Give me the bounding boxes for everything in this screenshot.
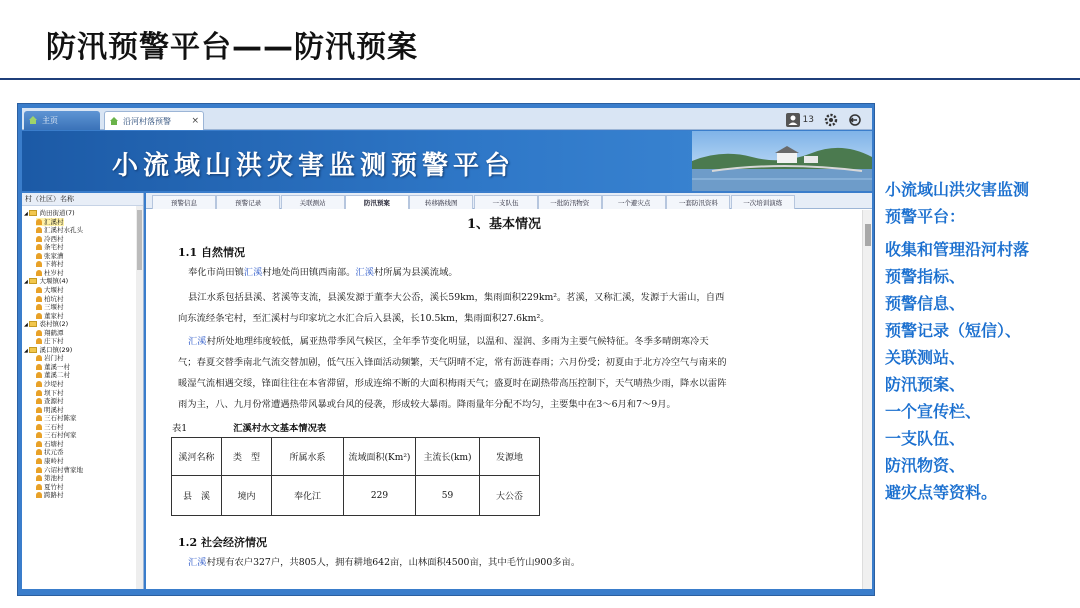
tree-node-label: 状元岙 [44, 448, 64, 457]
village-icon [36, 415, 42, 421]
village-tree-panel [22, 193, 144, 589]
tree-node-label: 董家村 [44, 311, 64, 320]
tree-village[interactable] [36, 286, 64, 294]
tab-village-warning-label: 沿河村落预警 [123, 117, 171, 126]
tree-village[interactable] [36, 260, 64, 268]
folder-icon [29, 210, 37, 216]
village-icon [36, 424, 42, 430]
tree-village[interactable] [36, 380, 64, 388]
tree-node-label: 石塘村 [44, 439, 64, 448]
tree-village[interactable] [36, 329, 64, 337]
tree-node-label: 三石村何家 [44, 431, 77, 440]
village-icon [36, 253, 42, 259]
doc-scrollbar[interactable] [862, 210, 872, 589]
table-cell: 境内 [222, 476, 272, 516]
tree-node-label: 大堰村 [44, 285, 64, 294]
village-icon [36, 330, 42, 336]
doc-scroll-thumb[interactable] [865, 224, 871, 246]
tree-village[interactable] [36, 406, 64, 414]
tree-village[interactable] [36, 414, 77, 422]
village-icon [36, 407, 42, 413]
tree-node-label: 明溪村 [44, 405, 64, 414]
para-water-system: 县江水系包括县溪、茗溪等支流，县溪发源于董李大公岙，溪长59km，集雨面积229km²。茗溪，又称汇溪，发源于大雷山，自西 向东流经条宅村，至汇溪村与印家坑之水汇合后入县溪，长10.5km，集雨面积27.6km²。 [178, 292, 725, 324]
user-badge[interactable] [786, 113, 814, 127]
village-icon [36, 364, 42, 370]
tree-node-label: 张家漕 [44, 251, 64, 260]
slide-title: 防汛预警平台——防汛预案 [46, 30, 418, 65]
content-tab[interactable]: 一套防汛资料 [666, 195, 730, 209]
landscape-photo [692, 131, 872, 191]
expand-icon[interactable]: ◢ [24, 211, 30, 217]
close-icon[interactable]: × [191, 116, 199, 126]
tree-node-label: 三堰村 [44, 303, 64, 312]
village-icon [36, 432, 42, 438]
tree-node-label: 董溪二村 [44, 371, 70, 380]
village-icon [36, 219, 42, 225]
content-tab[interactable]: 预警信息 [152, 195, 216, 209]
home-icon [28, 115, 38, 125]
tree-node-label: 大堰镇(4) [39, 277, 69, 286]
table-header-cell: 类 型 [222, 438, 272, 476]
para-climate: 汇溪村所处地理纬度较低，属亚热带季风气候区，全年季节变化明显，以温和、湿润、多雨为主要气候特征。冬季多晴朗寒冷天 气；春夏交替季南北气流交替加剧，低气压入锋面活动频繁，天气阴晴不定，常有沥涟春雨；六月份受；初夏由于北方冷空气与南来的 暖湿气流相遇交绥，锋面往往在本省滞留，形成连绵不断的大面积梅雨天气；盛夏时在副热带高压控制下，天气晴热少雨，降水以雷阵 雨为主，八、九月份常遭遇热带风暴或台风的侵袭，形成较大暴雨。降雨量年分配不均匀，主要集中在3～6月和7～9月。 [178, 336, 727, 410]
tree-folder[interactable] [24, 277, 68, 285]
village-icon [36, 313, 42, 319]
title-rule [0, 78, 1080, 80]
tree-village[interactable] [36, 448, 64, 456]
tree-body [22, 206, 143, 589]
tree-node-label: 坝下村 [44, 388, 64, 397]
top-toolbar [786, 111, 862, 129]
tab-home[interactable] [24, 111, 100, 130]
side-note-line: 一个宣传栏、 [885, 402, 982, 421]
village-icon [36, 381, 42, 387]
side-note-line: 预警记录（短信）、 [885, 321, 1022, 340]
tree-node-label: 裘村镇(2) [39, 320, 69, 329]
app-window [17, 103, 875, 596]
tab-village-warning[interactable] [104, 111, 204, 130]
tree-scrollbar[interactable] [136, 206, 143, 589]
hydrology-table [171, 437, 540, 516]
village-icon [36, 270, 42, 276]
village-icon [36, 492, 42, 498]
side-note-line: 一支队伍、 [885, 429, 966, 448]
tree-node-label: 尚田街道(7) [39, 209, 75, 217]
table-cell: 大公岙 [480, 476, 540, 516]
tree-node-label: 六诏村曹家地 [44, 465, 83, 474]
tree-node-label: 杜岁村 [44, 268, 64, 277]
village-icon [36, 484, 42, 490]
logout-icon[interactable] [848, 113, 862, 127]
tree-node-label: 三石村 [44, 422, 64, 431]
side-note-line: 收集和管理沿河村落 [885, 240, 1030, 259]
tree-node-label: 翔鹤潭 [44, 328, 64, 337]
village-icon [36, 227, 42, 233]
content-tab[interactable]: 转移路线图 [409, 195, 473, 209]
content-tab[interactable]: 一次培训演练 [731, 195, 795, 209]
tree-village[interactable] [36, 431, 77, 439]
side-note-line: 防汛预案、 [885, 375, 966, 394]
village-icon [36, 372, 42, 378]
table-cell: 奉化江 [272, 476, 344, 516]
tree-village[interactable] [36, 235, 64, 243]
tab-home-label: 主页 [42, 116, 58, 125]
village-icon [36, 355, 42, 361]
tree-node-label: 董溪一村 [44, 362, 70, 371]
tree-village[interactable] [36, 466, 83, 474]
tree-node-label: 冷西村 [44, 234, 64, 243]
tree-village[interactable] [36, 457, 64, 465]
tree-node-label: 下蒋村 [44, 260, 64, 269]
doc-heading: 1、基本情况 [466, 217, 542, 232]
side-note-line: 关联测站、 [885, 348, 966, 367]
table-header-row [172, 438, 540, 476]
tree-village[interactable] [36, 252, 64, 260]
expand-icon[interactable]: ◢ [24, 279, 30, 286]
tree-node-label: 沙堤村 [44, 380, 64, 388]
table-caption: 表1 汇溪村水文基本情况表 [172, 423, 327, 434]
tree-node-label: 柏坑村 [44, 294, 64, 303]
side-note-line: 预警信息、 [885, 294, 966, 313]
table-header-cell: 溪河名称 [172, 438, 222, 476]
village-icon [36, 244, 42, 250]
section-natural: 1.1 自然情况 [178, 246, 245, 259]
tree-node-label: 条宅村 [44, 243, 64, 252]
table-header-cell: 主流长(km) [416, 438, 480, 476]
side-note-line: 小流域山洪灾害监测 [885, 180, 1030, 199]
side-note-line: 避灾点等资料。 [885, 483, 998, 502]
village-icon [36, 475, 42, 481]
document-view [146, 210, 862, 589]
window-tabbar [22, 108, 872, 130]
content-tab[interactable]: 预警记录 [216, 195, 280, 209]
tree-village[interactable] [36, 389, 64, 397]
tree-folder[interactable] [24, 320, 68, 328]
tree-village[interactable] [36, 312, 64, 320]
table-cell: 59 [416, 476, 480, 516]
tree-village[interactable] [36, 423, 64, 431]
tree-village[interactable] [36, 440, 64, 448]
folder-icon [29, 278, 37, 284]
village-icon [36, 287, 42, 293]
tree-node-label: 夏竹村 [44, 482, 64, 491]
side-note-line: 预警平台： [885, 207, 966, 226]
village-icon [36, 296, 42, 302]
tree-folder[interactable] [24, 209, 75, 217]
expand-icon[interactable]: ◢ [24, 347, 30, 354]
banner-title: 小流域山洪灾害监测预警平台 [112, 151, 516, 181]
tree-village[interactable] [36, 226, 83, 234]
tree-village[interactable] [36, 295, 64, 303]
village-icon [36, 441, 42, 447]
tree-header: 村（社区）名称 [22, 193, 143, 206]
tree-village[interactable] [36, 474, 64, 482]
tree-village[interactable] [36, 491, 64, 499]
tree-village[interactable] [36, 397, 64, 405]
tree-village[interactable] [36, 337, 64, 345]
tree-node-label: 康岭村 [44, 456, 64, 465]
app-banner [22, 131, 872, 191]
village-icon [36, 304, 42, 310]
tree-node-label: 汇溪村 [44, 217, 64, 226]
village-icon [36, 236, 42, 242]
tree-node-label: 溪口镇(29) [39, 345, 73, 354]
tree-node-label: 跨路村 [44, 491, 64, 500]
user-count: 13 [802, 115, 814, 125]
tree-node-label: 汇溪村水孔头 [44, 226, 83, 235]
tree-node-label: 第池村 [44, 474, 64, 483]
table-header-cell: 发源地 [480, 438, 540, 476]
village-icon [36, 338, 42, 344]
tree-village[interactable] [36, 363, 70, 371]
folder-icon [29, 321, 37, 327]
leaf-icon [109, 116, 119, 126]
tree-scroll-thumb[interactable] [137, 210, 142, 270]
tree-village[interactable] [36, 243, 64, 251]
table-row [172, 476, 540, 516]
tree-village[interactable] [36, 218, 64, 226]
side-notes [885, 176, 1075, 506]
section-socioeconomic: 1.2 社会经济情况 [178, 536, 267, 549]
side-note-line: 防汛物资、 [885, 456, 966, 475]
village-icon [36, 390, 42, 396]
content-panel [146, 193, 872, 589]
tree-village[interactable] [36, 269, 64, 277]
content-tab[interactable]: 一支队伍 [474, 195, 538, 209]
folder-icon [29, 347, 37, 353]
tree-node-label: 三石村陈家 [44, 414, 77, 423]
user-icon [786, 113, 800, 127]
tree-village[interactable] [36, 483, 64, 491]
table-cell: 县 溪 [172, 476, 222, 516]
village-icon [36, 458, 42, 464]
content-tabbar [146, 193, 872, 209]
tree-village[interactable] [36, 303, 64, 311]
para-economy: 汇溪村现有农户327户，共805人，拥有耕地642亩，山林面积4500亩，其中毛竹山900多亩。 [188, 557, 581, 568]
tree-node-label: 庄下村 [44, 337, 64, 346]
content-tab[interactable]: 防汛预案 [345, 195, 409, 209]
village-icon [36, 467, 42, 473]
village-icon [36, 398, 42, 404]
tree-node-label: 岩门村 [44, 354, 64, 363]
tree-node-label: 查源村 [44, 397, 64, 406]
gear-icon[interactable] [824, 113, 838, 127]
side-note-line: 预警指标、 [885, 267, 966, 286]
content-tab[interactable]: 关联测站 [281, 195, 345, 209]
table-cell: 229 [344, 476, 416, 516]
table-header-cell: 流域面积(Km²) [344, 438, 416, 476]
village-icon [36, 449, 42, 455]
expand-icon[interactable]: ◢ [24, 322, 30, 329]
tree-village[interactable] [36, 354, 64, 362]
content-tab[interactable]: 一批防汛物资 [538, 195, 602, 209]
tree-village[interactable] [36, 371, 70, 379]
village-icon [36, 261, 42, 267]
table-header-cell: 所属水系 [272, 438, 344, 476]
content-tab[interactable]: 一个避灾点 [602, 195, 666, 209]
tree-folder[interactable] [24, 346, 72, 354]
para-location: 奉化市尚田镇汇溪村地处尚田镇西南部。汇溪村所属为县溪流域。 [188, 267, 458, 278]
